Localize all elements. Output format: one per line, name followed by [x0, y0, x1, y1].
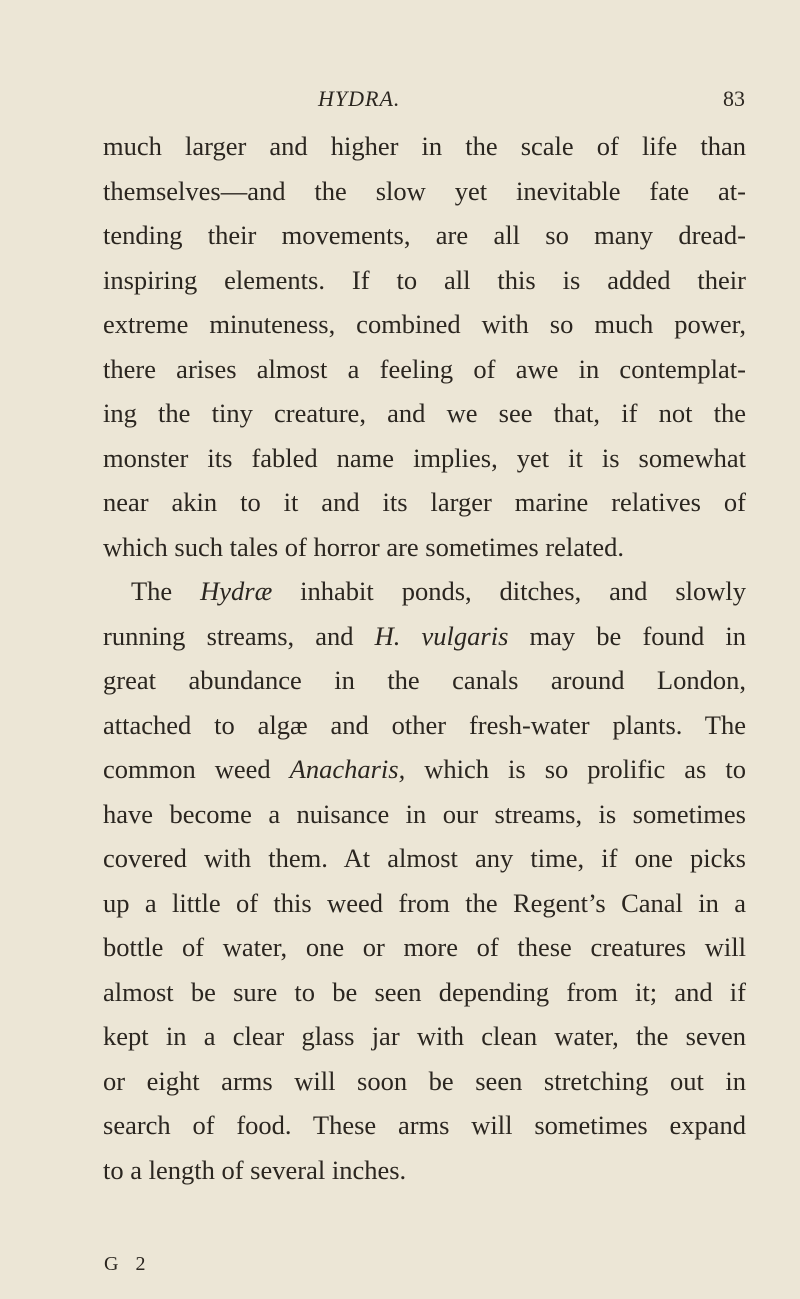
running-title: HYDRA. — [318, 86, 401, 111]
text-line: ing the tiny creature, and we see that, if not the — [103, 398, 746, 428]
text-line: almost be sure to be seen depending from it; and if — [103, 976, 746, 1007]
text-line: kept in a clear glass jar with clean water, the seven — [103, 1021, 746, 1051]
signature-mark: G 2 — [104, 1253, 152, 1275]
text-run: common weed — [103, 754, 290, 784]
running-head — [0, 76, 800, 116]
text-run: inhabit ponds, ditches, and slowly — [272, 576, 746, 606]
text-run: which is so prolific as to — [405, 754, 746, 784]
text-line: attached to algæ and other fresh-water plants. The — [103, 709, 746, 740]
page-number: 83 — [723, 86, 745, 111]
text-run: may be found in — [508, 620, 747, 651]
body-text — [103, 124, 746, 1192]
text-line: inspiring elements. If to all this is added their — [103, 264, 746, 295]
text-line: there arises almost a feeling of awe in contemplat- — [103, 353, 746, 384]
italic-term: Anacharis, — [289, 754, 406, 784]
text-line: to a length of several inches. — [103, 1154, 407, 1185]
text-line: covered with them. At almost any time, if one picks — [103, 843, 746, 873]
text-line — [103, 614, 746, 659]
italic-term: H. vulgaris — [374, 620, 509, 651]
text-line — [103, 569, 746, 614]
text-line: tending their movements, are all so many dread- — [103, 220, 746, 250]
text-line: up a little of this weed from the Regent’s Canal in a — [103, 887, 746, 918]
text-line: bottle of water, one or more of these creatures will — [103, 932, 746, 962]
text-line: much larger and higher in the scale of life than — [103, 131, 746, 161]
text-line: great abundance in the canals around London, — [103, 665, 746, 695]
text-line: search of food. These arms will sometimes expand — [103, 1110, 746, 1140]
italic-term: Hydræ — [200, 576, 273, 606]
text-line: or eight arms will soon be seen stretching out in — [103, 1065, 746, 1096]
text-line: extreme minuteness, combined with so much power, — [103, 309, 746, 339]
text-line: monster its fabled name implies, yet it is somewhat — [103, 442, 746, 473]
text-line: have become a nuisance in our streams, is sometimes — [103, 798, 746, 829]
text-run: running streams, and — [103, 620, 375, 651]
text-line: near akin to it and its larger marine relatives of — [103, 487, 746, 517]
text-line: which such tales of horror are sometimes related. — [103, 531, 624, 562]
text-line — [103, 747, 746, 792]
text-line: themselves—and the slow yet inevitable fate at- — [103, 175, 746, 206]
text-run: The — [131, 576, 201, 606]
